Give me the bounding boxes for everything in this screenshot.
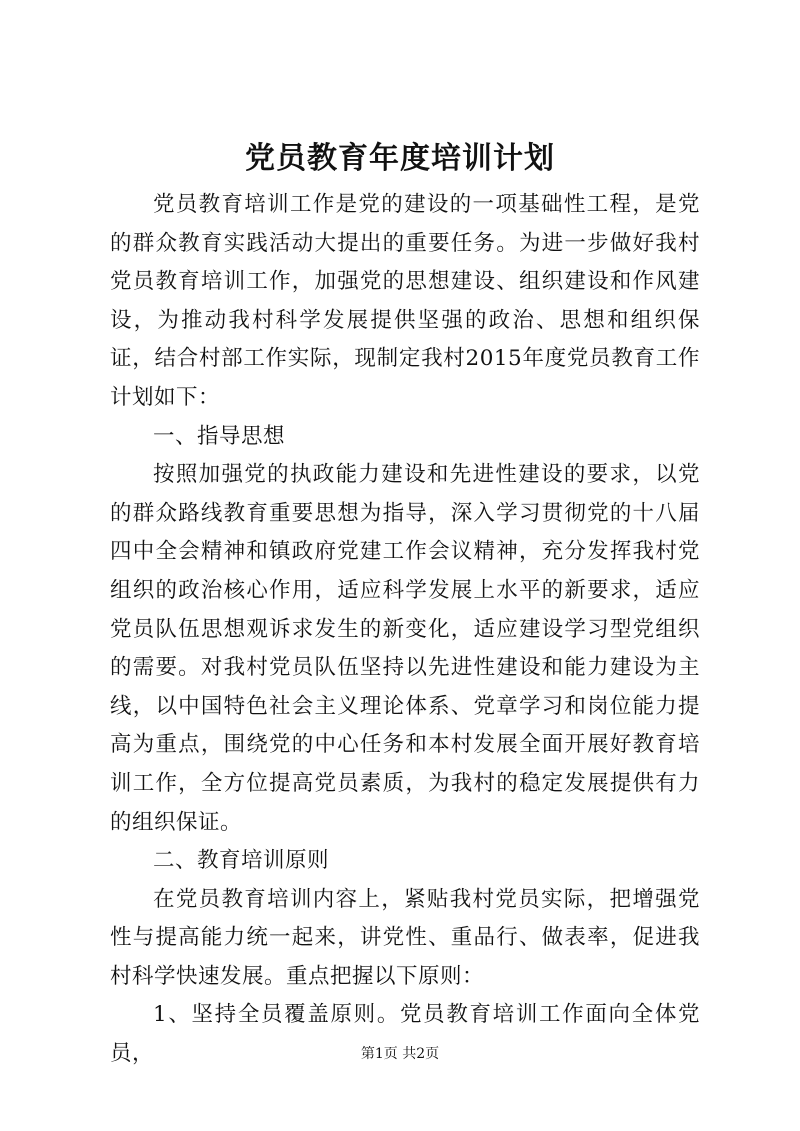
- paragraph-guiding-ideology: 按照加强党的执政能力建设和先进性建设的要求，以党的群众路线教育重要思想为指导，深入学习贯彻党的十八届四中全会精神和镇政府党建工作会议精神，充分发挥我村党组织的政治核心作用，适应科学发展上水平的新要求，适应党员队伍思想观诉求发生的新变化，适应建设学习型党组织的需要。对我村党员队伍坚持以先进性建设和能力建设为主线，以中国特色社会主义理论体系、党章学习和岗位能力提高为重点，围绕党的中心任务和本村发展全面开展好教育培训工作，全方位提高党员素质，为我村的稳定发展提供有力的组织保证。: [110, 462, 700, 835]
- paragraph-training-principles: 在党员教育培训内容上，紧贴我村党员实际，把增强党性与提高能力统一起来，讲党性、重品行、做表率，促进我村科学快速发展。重点把握以下原则：: [110, 886, 700, 989]
- section-heading-training-principles: 二、教育培训原则: [153, 848, 330, 874]
- document-title: 党员教育年度培训计划: [245, 141, 555, 176]
- page-number-footer: 第1页 共2页: [360, 1046, 440, 1062]
- paragraph-principle-1: 1、坚持全员覆盖原则。党员教育培训工作面向全体党员，: [110, 1002, 700, 1067]
- section-heading-guiding-ideology: 一、指导思想: [153, 423, 286, 449]
- paragraph-intro: 党员教育培训工作是党的建设的一项基础性工程，是党的群众教育实践活动大提出的重要任务。为进一步做好我村党员教育培训工作，加强党的思想建设、组织建设和作风建设，为推动我村科学发展提供坚强的政治、思想和组织保证，结合村部工作实际，现制定我村2015年度党员教育工作计划如下：: [110, 192, 700, 410]
- document-body: [110, 186, 700, 1074]
